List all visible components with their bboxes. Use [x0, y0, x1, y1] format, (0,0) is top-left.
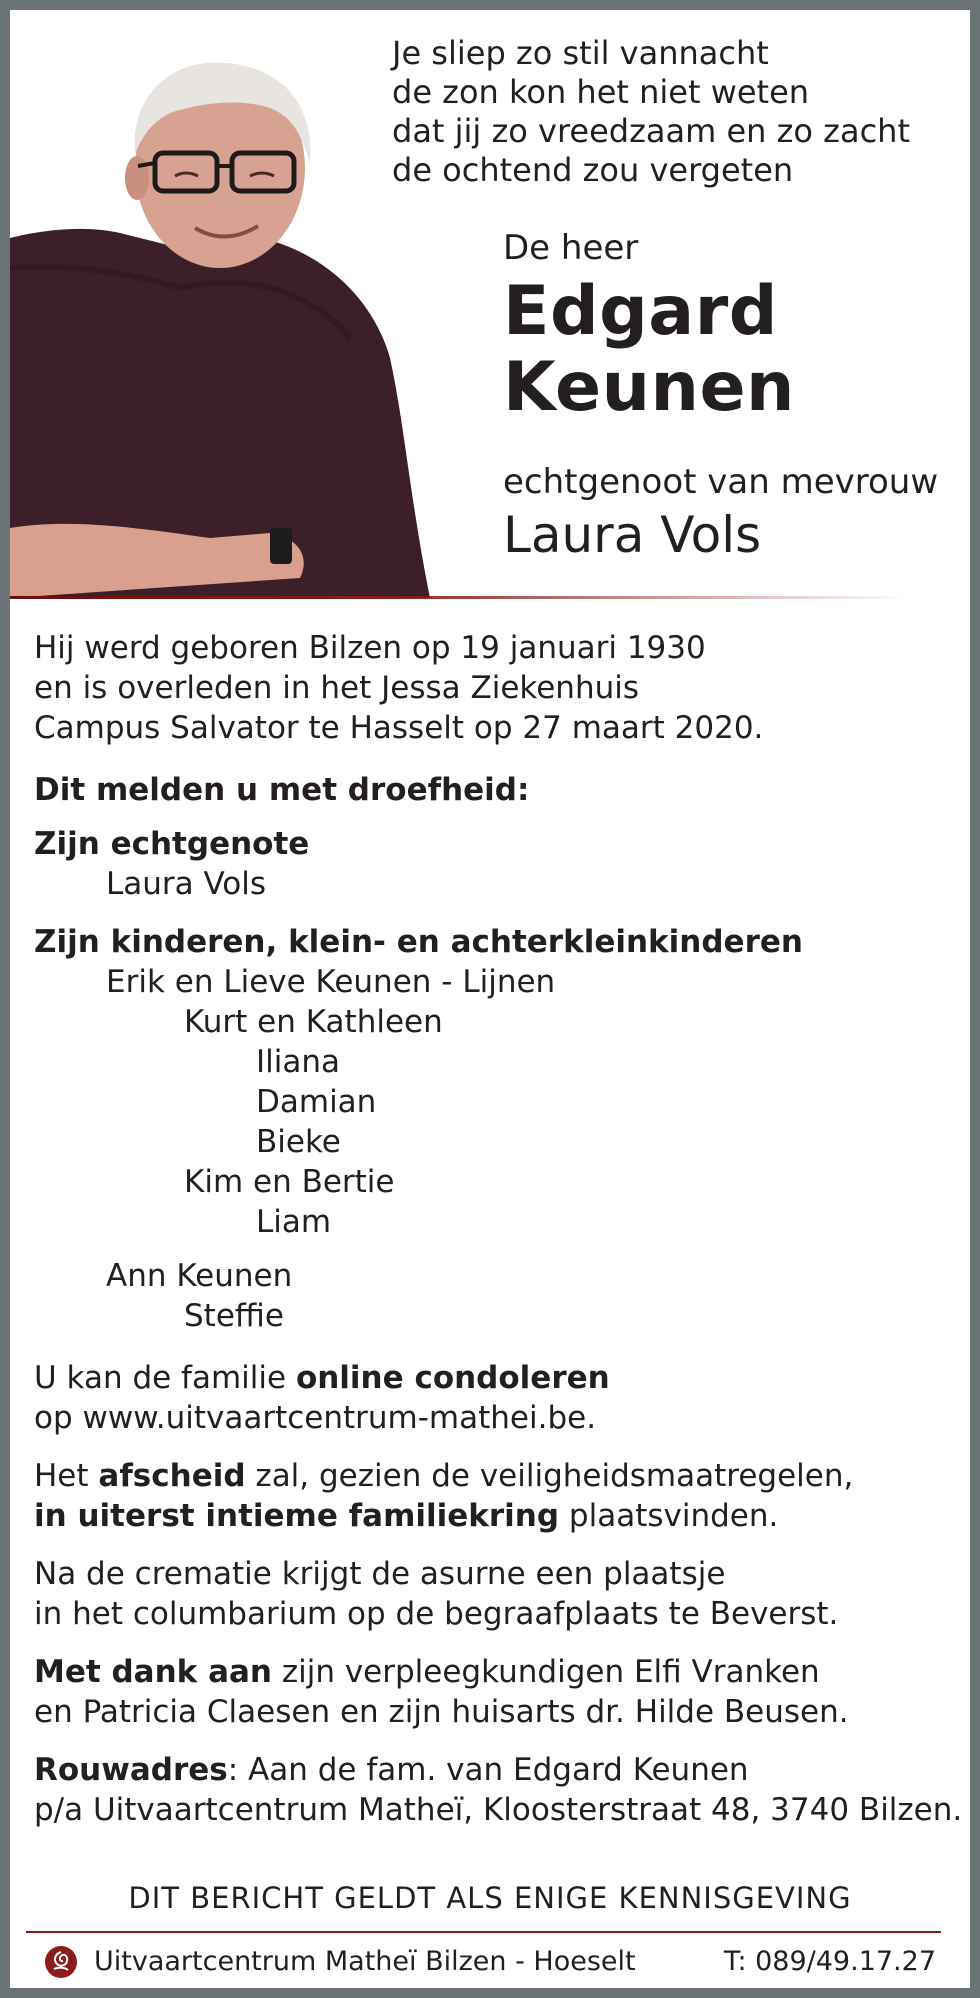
sole-notice-banner: DIT BERICHT GELDT ALS ENIGE KENNISGEVING [128, 1881, 852, 1915]
condolence-text: U kan de familie [34, 1360, 296, 1396]
thanks-line [34, 1652, 964, 1692]
farewell-text: zal, gezien de veiligheidsmaatregelen, [245, 1458, 854, 1494]
cremation-line: in het columbarium op de begraafplaats te Beverst. [34, 1596, 839, 1632]
phone-number: T: 089/49.17.27 [723, 1946, 936, 1977]
spouse-name: Laura Vols [503, 506, 762, 564]
poem [392, 34, 910, 190]
address-emphasis: Rouwadres [34, 1752, 228, 1788]
first-name: Edgard [503, 272, 778, 351]
family-member: Ann Keunen [106, 1258, 293, 1294]
cremation-line: Na de crematie krijgt de asurne een plaatsje [34, 1556, 726, 1592]
address-line [34, 1750, 964, 1790]
birth-death-line: en is overleden in het Jessa Ziekenhuis [34, 670, 640, 706]
deceased-title [503, 226, 938, 566]
rose-logo-icon [44, 1945, 78, 1979]
family-member: Liam [256, 1204, 332, 1240]
address-text: : Aan de fam. van Edgard Keunen [227, 1752, 749, 1788]
poem-line: dat jij zo vreedzaam en zo zacht [392, 112, 910, 150]
deceased-name [503, 274, 938, 426]
thanks-emphasis: Met dank aan [34, 1654, 272, 1690]
obituary-body [34, 628, 964, 1830]
announcement: Dit melden u met droefheid: [34, 772, 530, 808]
birth-death-line: Campus Salvator te Hasselt op 27 maart 2020. [34, 710, 764, 746]
condolence-line [34, 1358, 964, 1398]
header-divider [10, 596, 910, 599]
farewell-emphasis: in uiterst intieme familiekring [34, 1498, 560, 1534]
spouse-heading: Zijn echtgenote [34, 826, 310, 862]
address-line: p/a Uitvaartcentrum Matheï, Kloosterstraat 48, 3740 Bilzen. [34, 1792, 963, 1828]
honorific: De heer [503, 228, 639, 268]
birth-death-line: Hij werd geboren Bilzen op 19 januari 1930 [34, 630, 706, 666]
poem-line: de ochtend zou vergeten [392, 151, 794, 189]
family-member: Kurt en Kathleen [184, 1004, 443, 1040]
condolence-website: op www.uitvaartcentrum-mathei.be. [34, 1400, 597, 1436]
footer [44, 1942, 944, 1982]
poem-line: Je sliep zo stil vannacht [392, 34, 769, 72]
family-member: Erik en Lieve Keunen - Lijnen [106, 964, 556, 1000]
family-member: Damian [256, 1084, 377, 1120]
spouse-intro: echtgenoot van mevrouw [503, 462, 939, 502]
thanks-line: en Patricia Claesen en zijn huisarts dr. Hilde Beusen. [34, 1694, 849, 1730]
farewell-emphasis: afscheid [98, 1458, 246, 1494]
last-name: Keunen [503, 348, 795, 427]
family-member: Iliana [256, 1044, 341, 1080]
family-member: Bieke [256, 1124, 341, 1160]
portrait-photo [10, 58, 454, 598]
condolence-emphasis: online condoleren [295, 1360, 610, 1396]
footer-divider [26, 1931, 941, 1933]
family-member: Steffie [184, 1298, 284, 1334]
family-heading: Zijn kinderen, klein- en achterkleinkinderen [34, 924, 803, 960]
farewell-line [34, 1456, 964, 1496]
poem-line: de zon kon het niet weten [392, 73, 810, 111]
spouse-entry: Laura Vols [106, 866, 267, 902]
funeral-home-name: Uitvaartcentrum Matheï Bilzen - Hoeselt [94, 1946, 636, 1977]
farewell-text: plaatsvinden. [559, 1498, 779, 1534]
thanks-text: zijn verpleegkundigen Elfi Vranken [271, 1654, 820, 1690]
farewell-text: Het [34, 1458, 99, 1494]
family-member: Kim en Bertie [184, 1164, 395, 1200]
farewell-line [34, 1496, 964, 1536]
